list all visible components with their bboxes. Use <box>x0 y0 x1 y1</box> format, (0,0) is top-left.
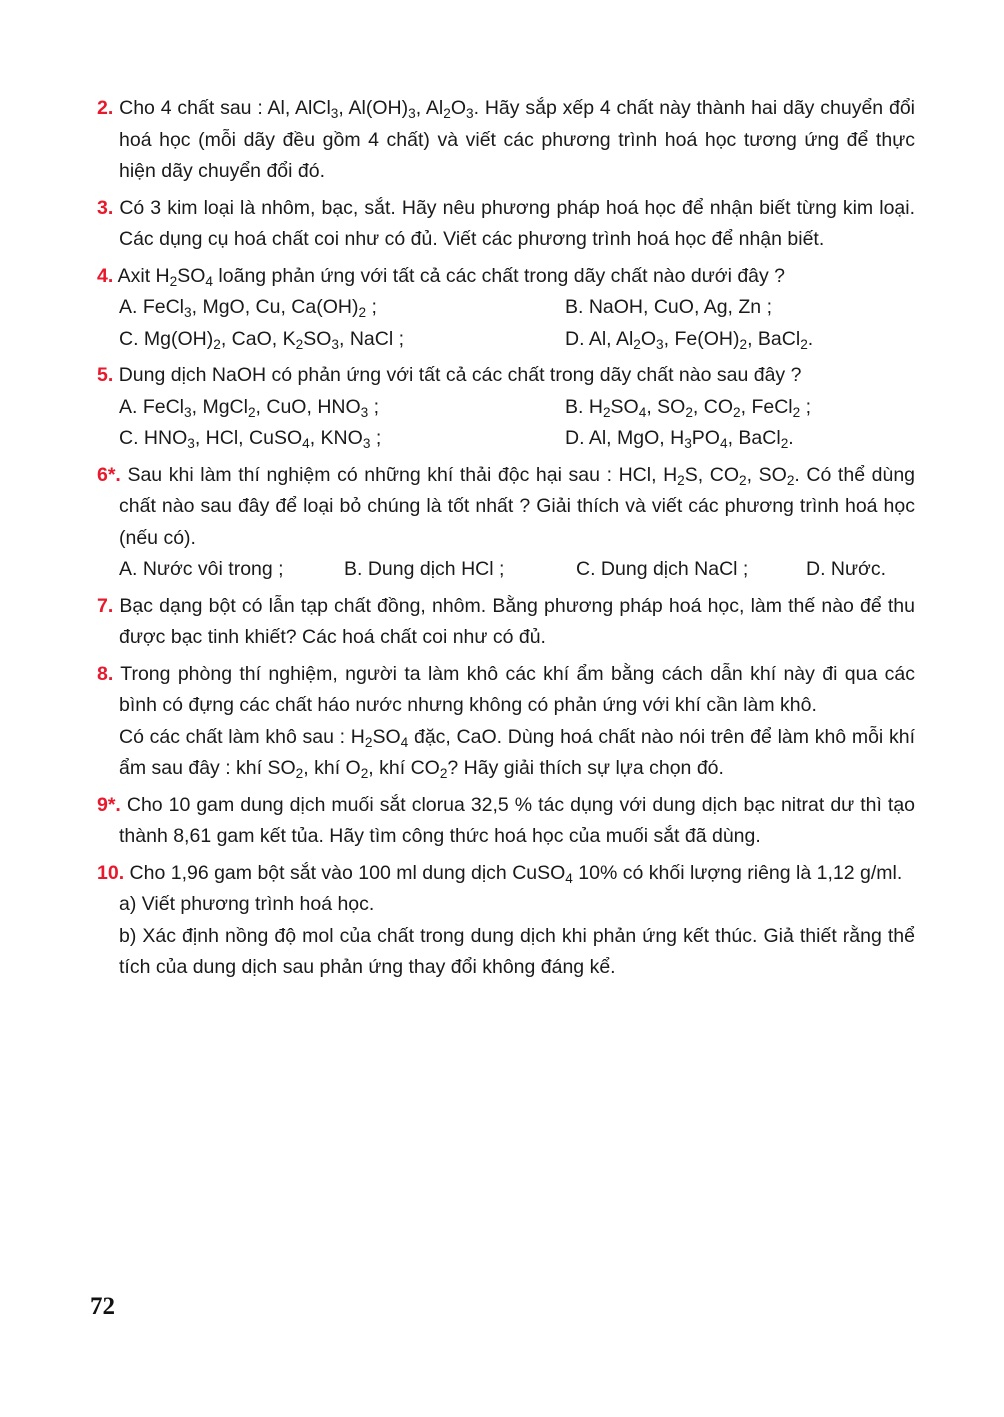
text-run: , khí CO <box>368 757 440 779</box>
text-run: , KNO <box>309 427 363 449</box>
question-body <box>119 595 915 649</box>
text-run: A. Nước vôi trong ; <box>119 558 284 580</box>
text-run: ; <box>800 395 812 418</box>
question-number: 10. <box>97 861 125 884</box>
text-run: Dung dịch NaOH có phản ứng với tất cả các chất trong dãy chất nào sau đây ? <box>118 364 802 386</box>
subscript: 2 <box>439 766 448 781</box>
question-number: 2. <box>97 97 114 119</box>
text-run: ; <box>370 427 382 449</box>
text-run: SO <box>610 395 639 418</box>
text-run: , BaCl <box>747 327 801 350</box>
subscript: 2 <box>295 766 304 781</box>
page-number: 72 <box>90 1293 115 1320</box>
text-run: Cho 4 chất sau : Al, AlCl <box>119 97 331 119</box>
question-text <box>97 261 915 293</box>
subscript: 4 <box>719 436 728 451</box>
text-run: Cho 1,96 gam bột sắt vào 100 ml dung dịch CuSO <box>129 861 566 884</box>
subscript: 2 <box>739 472 747 488</box>
text-run: , MgO, Cu, Ca(OH) <box>191 296 359 318</box>
subscript: 2 <box>733 404 741 420</box>
exercise-list <box>97 93 915 989</box>
subscript: 2 <box>685 404 693 420</box>
answer-option <box>565 392 915 424</box>
question-number: 6*. <box>97 463 121 486</box>
answer-option <box>119 554 344 586</box>
text-run: 10% có khối lượng riêng là 1,12 g/ml. <box>572 861 903 884</box>
subscript: 2 <box>169 273 178 289</box>
text-run: , FeCl <box>740 395 793 418</box>
text-run: Axit H <box>117 264 170 287</box>
answer-option <box>119 423 565 455</box>
question-extra-text <box>97 722 915 785</box>
question-text <box>97 790 915 853</box>
text-run: C. Mg(OH) <box>119 327 214 350</box>
subscript: 3 <box>408 106 416 121</box>
question-7 <box>97 591 915 654</box>
text-run: , Fe(OH) <box>663 327 740 350</box>
text-run: A. FeCl <box>119 296 185 318</box>
answer-options <box>97 554 915 586</box>
text-run: C. Dung dịch NaCl ; <box>576 558 749 580</box>
answer-option <box>806 554 915 586</box>
text-run: . <box>807 327 814 350</box>
subscript: 3 <box>330 106 339 121</box>
text-run: B. H <box>565 395 603 418</box>
text-run: Có các chất làm khô sau : H <box>119 725 365 748</box>
question-text <box>97 591 915 654</box>
answer-option <box>119 292 565 324</box>
question-10 <box>97 858 915 984</box>
subscript: 4 <box>400 734 409 750</box>
subscript: 2 <box>602 404 611 420</box>
answer-option <box>576 554 806 586</box>
question-body <box>119 464 915 549</box>
text-run: Bạc dạng bột có lẫn tạp chất đồng, nhôm. Bằng phương pháp hoá học, làm thế nào để thu được bạc tinh khiết? Các hoá chất coi như có đủ. <box>119 594 915 648</box>
text-run: , CuO, HNO <box>255 395 361 418</box>
subscript: 3 <box>331 336 339 352</box>
question-9 <box>97 790 915 853</box>
question-body <box>119 197 915 251</box>
text-run: , Al(OH) <box>338 97 409 119</box>
question-number: 3. <box>97 196 114 219</box>
subscript: 3 <box>184 404 192 420</box>
subscript: 3 <box>684 436 692 451</box>
question-6 <box>97 460 915 586</box>
text-run: . <box>788 427 794 449</box>
subscript: 4 <box>638 404 647 420</box>
question-4 <box>97 261 915 356</box>
question-number: 8. <box>97 662 114 685</box>
subscript: 2 <box>360 766 369 781</box>
subscript: 2 <box>443 106 451 121</box>
text-run: ; <box>366 296 377 318</box>
text-run: . Hãy sắp xếp 4 chất này thành hai dãy chuyển đổi hoá học (mỗi dãy đều gồm 4 chất) và viết các phương trình hoá học tương ứng để thực hiện dãy chuyển đổi đó. <box>119 97 915 182</box>
answer-option <box>565 292 915 324</box>
subscript: 2 <box>213 336 221 352</box>
sub-question <box>97 889 915 921</box>
answer-options <box>97 392 915 455</box>
question-text <box>97 858 915 890</box>
text-run: S, CO <box>684 463 740 486</box>
subscript: 3 <box>187 436 195 451</box>
subscript: 2 <box>247 404 256 420</box>
text-run: PO <box>691 427 720 449</box>
question-number: 7. <box>97 594 114 617</box>
text-run: đặc, CaO. Dùng hoá chất nào nói trên để làm khô mỗi khí ẩm sau đây : khí SO <box>119 725 915 779</box>
question-text <box>97 93 915 188</box>
answer-option <box>344 554 576 586</box>
question-8 <box>97 659 915 785</box>
subscript: 2 <box>739 336 748 352</box>
text-run: D. Al, Al <box>565 327 634 350</box>
text-run: , CO <box>692 395 734 418</box>
subscript: 2 <box>800 336 808 352</box>
subscript: 4 <box>205 273 213 289</box>
text-run: Trong phòng thí nghiệm, người ta làm khô các khí ẩm bằng cách dẫn khí này đi qua các bình có đựng các chất háo nước nhưng không có phản ứng với khí cần làm khô. <box>119 662 915 716</box>
subscript: 2 <box>295 336 304 352</box>
subscript: 3 <box>362 436 371 451</box>
text-run: Sau khi làm thí nghiệm có những khí thải độc hại sau : HCl, H <box>127 463 678 486</box>
text-run: , HCl, CuSO <box>194 427 303 449</box>
subscript: 2 <box>780 436 789 451</box>
text-run: , SO <box>646 395 686 418</box>
text-run: ; <box>368 395 380 418</box>
subscript: 4 <box>565 870 573 886</box>
answer-option <box>119 392 565 424</box>
text-run: loãng phản ứng với tất cả các chất trong dãy chất nào dưới đây ? <box>213 264 786 287</box>
question-body <box>119 97 915 182</box>
text-run: D. Al, MgO, H <box>565 427 685 449</box>
text-run: O <box>450 97 466 119</box>
text-run: . Có thể dùng chất nào sau đây để loại bỏ chúng là tốt nhất ? Giải thích và viết các phương trình hoá học (nếu có). <box>119 463 916 549</box>
text-run: a) Viết phương trình hoá học. <box>119 893 375 915</box>
question-body <box>119 663 915 717</box>
subscript: 3 <box>184 305 192 320</box>
text-run: , MgCl <box>191 395 248 418</box>
subscript: 2 <box>786 472 795 488</box>
text-run: , BaCl <box>727 427 781 449</box>
question-text <box>97 360 915 392</box>
question-2 <box>97 93 915 188</box>
text-run: Cho 10 gam dung dịch muối sắt clorua 32,5 % tác dụng với dung dịch bạc nitrat dư thì tạo thành 8,61 gam kết tủa. Hãy tìm công thức hoá học của muối sắt đã dùng. <box>119 793 916 847</box>
text-run: , khí O <box>303 757 361 779</box>
subscript: 2 <box>364 734 373 750</box>
text-run: O <box>640 327 657 350</box>
text-run: Có 3 kim loại là nhôm, bạc, sắt. Hãy nêu phương pháp hoá học để nhận biết từng kim loại. Các dụng cụ hoá chất coi như có đủ. Viết các phương trình hoá học để nhận biết. <box>119 196 916 250</box>
subscript: 2 <box>358 305 367 320</box>
text-run: b) Xác định nồng độ mol của chất trong dung dịch khi phản ứng kết thúc. Giả thiết rằng thể tích của dung dịch sau phản ứng thay đổi không đáng kể. <box>119 924 915 978</box>
question-body <box>130 862 903 884</box>
question-text <box>97 460 915 555</box>
question-number: 5. <box>97 364 114 386</box>
question-5 <box>97 360 915 455</box>
text-run: B. NaOH, CuO, Ag, Zn ; <box>565 296 772 318</box>
subscript: 3 <box>360 404 369 420</box>
text-run: , CaO, K <box>220 327 296 350</box>
text-run: , NaCl ; <box>339 327 405 350</box>
text-run: A. FeCl <box>119 395 185 418</box>
subscript: 4 <box>302 436 310 451</box>
question-body <box>118 265 785 287</box>
subscript: 2 <box>792 404 801 420</box>
text-run: , SO <box>746 463 787 486</box>
answer-options <box>97 292 915 355</box>
question-3 <box>97 193 915 256</box>
question-number: 4. <box>97 264 114 287</box>
text-run: D. Nước. <box>806 558 887 580</box>
text-run: C. HNO <box>119 427 188 449</box>
text-run: ? Hãy giải thích sự lựa chọn đó. <box>447 757 724 779</box>
text-run: , Al <box>415 97 444 119</box>
answer-option <box>119 324 565 356</box>
text-run: SO <box>177 264 206 287</box>
question-body <box>119 794 915 848</box>
question-body <box>119 364 802 386</box>
question-text <box>97 659 915 722</box>
question-number: 9*. <box>97 793 121 816</box>
subscript: 2 <box>677 472 685 488</box>
subscript: 3 <box>656 336 664 352</box>
text-run: B. Dung dịch HCl ; <box>344 558 505 580</box>
answer-option <box>565 324 915 356</box>
subscript: 2 <box>633 336 641 352</box>
text-run: SO <box>372 725 401 748</box>
sub-question <box>97 921 915 984</box>
question-text <box>97 193 915 256</box>
answer-option <box>565 423 915 455</box>
subscript: 3 <box>466 106 474 121</box>
text-run: SO <box>303 327 332 350</box>
